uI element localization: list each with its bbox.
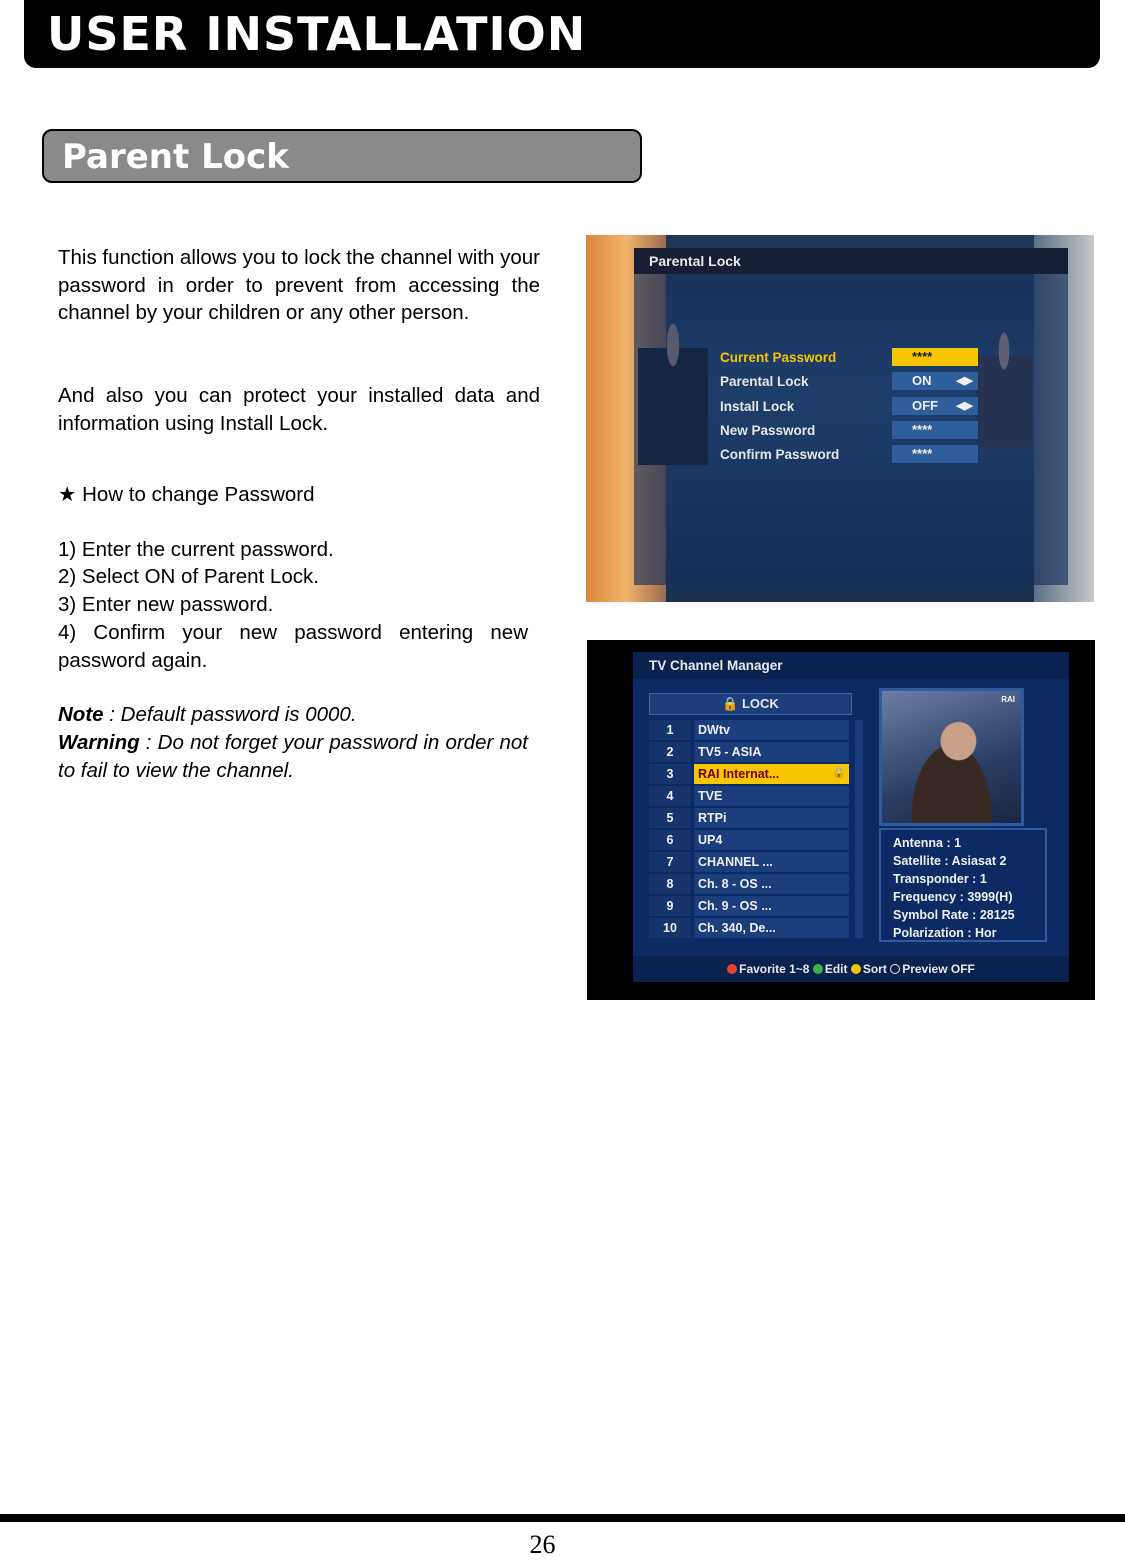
info-frequency: Frequency : 3999(H) bbox=[893, 890, 1013, 904]
warning-label: Warning bbox=[58, 731, 140, 754]
channel-name: Ch. 8 - OS ... bbox=[694, 874, 849, 894]
lock-icon: 🔒 bbox=[722, 696, 739, 711]
intro-paragraph-1: This function allows you to lock the channel with your password in order to prevent from accessing the channel by your children or any other person. bbox=[58, 246, 541, 324]
left-right-arrow-icon: ◀▶ bbox=[956, 375, 973, 387]
channel-number: 9 bbox=[649, 896, 691, 916]
info-satellite: Satellite : Asiasat 2 bbox=[893, 854, 1007, 868]
channel-name: TV5 - ASIA bbox=[694, 742, 849, 762]
page-number: 26 bbox=[529, 1530, 556, 1559]
channel-manager-screenshot bbox=[587, 640, 1095, 1000]
channel-number: 5 bbox=[649, 808, 691, 828]
menu-value-current-password: **** bbox=[892, 348, 978, 366]
channel-number: 3 bbox=[649, 764, 691, 784]
lock-icon: 🔒 bbox=[832, 767, 846, 779]
menu-value-confirm-password: **** bbox=[892, 445, 978, 463]
yellow-key-icon bbox=[851, 964, 861, 974]
lock-header bbox=[649, 693, 852, 715]
menu-value-text: OFF bbox=[912, 398, 938, 413]
channel-name: RTPi bbox=[694, 808, 849, 828]
footer-edit: Edit bbox=[824, 962, 848, 976]
channel-row bbox=[649, 896, 849, 916]
menu-panel bbox=[634, 248, 1068, 585]
channel-row bbox=[649, 830, 849, 850]
channel-row bbox=[649, 742, 849, 762]
color-key-footer bbox=[633, 956, 1069, 982]
footer-sort: Sort bbox=[862, 962, 887, 976]
channel-row bbox=[649, 918, 849, 938]
intro-paragraph-2: And also you can protect your installed data and information using Install Lock. bbox=[58, 384, 540, 435]
green-key-icon bbox=[813, 964, 823, 974]
warning-text: : Do not forget your password in order not to fail to view the channel. bbox=[58, 731, 528, 782]
parental-lock-screenshot bbox=[586, 235, 1094, 602]
menu-value-text: ON bbox=[912, 373, 932, 388]
channel-name: DWtv bbox=[694, 720, 849, 740]
channel-row-selected bbox=[649, 764, 849, 784]
channel-name: UP4 bbox=[694, 830, 849, 850]
channel-number: 10 bbox=[649, 918, 691, 938]
channel-name: Ch. 9 - OS ... bbox=[694, 896, 849, 916]
menu-row-new-password: New Password bbox=[720, 423, 816, 438]
warning bbox=[58, 729, 528, 784]
scrollbar bbox=[855, 720, 863, 938]
menu-row-confirm-password: Confirm Password bbox=[720, 447, 840, 462]
info-transponder: Transponder : 1 bbox=[893, 872, 987, 886]
menu-title: Parental Lock bbox=[634, 248, 1068, 274]
menu-row-current-password: Current Password bbox=[720, 350, 837, 365]
info-antenna: Antenna : 1 bbox=[893, 836, 962, 850]
note bbox=[58, 701, 357, 729]
footer-favorite: Favorite 1~8 bbox=[739, 962, 810, 976]
howto-step: 2) Select ON of Parent Lock. bbox=[58, 565, 319, 588]
channel-number: 4 bbox=[649, 786, 691, 806]
channel-name: TVE bbox=[694, 786, 849, 806]
menu-value-new-password: **** bbox=[892, 421, 978, 439]
channel-row bbox=[649, 786, 849, 806]
channel-name: Ch. 340, De... bbox=[694, 918, 849, 938]
menu-row-install-lock: Install Lock bbox=[720, 399, 795, 414]
channel-number: 2 bbox=[649, 742, 691, 762]
lock-label: LOCK bbox=[741, 696, 779, 711]
channel-number: 1 bbox=[649, 720, 691, 740]
info-symbol-rate: Symbol Rate : 28125 bbox=[893, 908, 1015, 922]
howto-heading: ★ How to change Password bbox=[58, 483, 315, 506]
channel-row bbox=[649, 808, 849, 828]
menu-title: TV Channel Manager bbox=[633, 652, 1069, 679]
menu-row-parental-lock: Parental Lock bbox=[720, 374, 809, 389]
channel-row bbox=[649, 720, 849, 740]
page-header-banner bbox=[24, 0, 1100, 68]
footer-preview: Preview OFF bbox=[902, 962, 975, 976]
blue-key-icon bbox=[890, 964, 900, 974]
channel-number: 8 bbox=[649, 874, 691, 894]
note-label: Note bbox=[58, 703, 104, 726]
howto-step: 1) Enter the current password. bbox=[58, 538, 334, 561]
note-text: : Default password is 0000. bbox=[103, 703, 357, 726]
channel-row bbox=[649, 874, 849, 894]
channel-row bbox=[649, 852, 849, 872]
howto-step: 4) Confirm your new password entering new password again. bbox=[58, 621, 528, 672]
section-title: Parent Lock bbox=[62, 137, 289, 177]
channel-name: CHANNEL ... bbox=[694, 852, 849, 872]
section-header bbox=[42, 129, 642, 183]
howto-step: 3) Enter new password. bbox=[58, 593, 274, 616]
channel-name: RAI Internat... bbox=[694, 764, 849, 784]
menu-value-parental-lock bbox=[892, 372, 978, 390]
channel-preview-image bbox=[879, 688, 1024, 826]
red-key-icon bbox=[727, 964, 737, 974]
channel-info-box bbox=[879, 828, 1047, 942]
channel-number: 7 bbox=[649, 852, 691, 872]
menu-value-install-lock bbox=[892, 397, 978, 415]
channel-number: 6 bbox=[649, 830, 691, 850]
channel-logo: RAI bbox=[1001, 695, 1015, 704]
footer-rule bbox=[0, 1514, 1125, 1522]
info-polarization: Polarization : Hor bbox=[893, 926, 997, 940]
left-right-arrow-icon: ◀▶ bbox=[956, 400, 973, 412]
page-title: USER INSTALLATION bbox=[47, 7, 587, 61]
